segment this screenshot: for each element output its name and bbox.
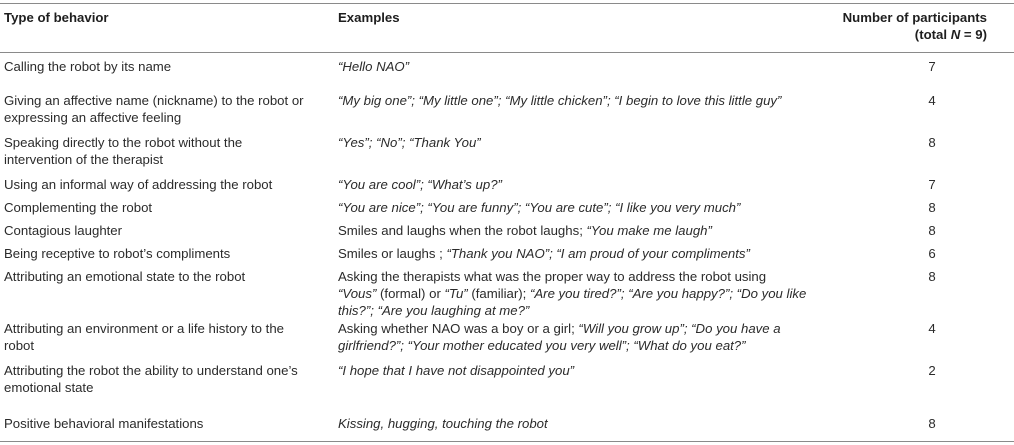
column-header-type: Type of behavior	[4, 10, 109, 25]
examples-line	[338, 321, 818, 338]
behavior-type-line: Giving an affective name (nickname) to the robot or	[4, 93, 304, 108]
behavior-type-line: Attributing an emotional state to the robot	[4, 269, 246, 284]
example-text: “You are cool”; “What’s up?”	[338, 177, 502, 192]
participant-count-cell: 7	[928, 59, 936, 74]
column-header-examples: Examples	[338, 10, 400, 25]
behavior-type-cell	[4, 135, 326, 169]
behavior-type-line: Positive behavioral manifestations	[4, 416, 204, 431]
examples-cell	[338, 200, 818, 217]
example-text: Asking whether NAO was a boy or a girl;	[338, 321, 579, 336]
header-rule	[0, 52, 1014, 53]
example-text: “Hello NAO”	[338, 59, 410, 74]
examples-cell	[338, 59, 818, 76]
behavior-type-line: emotional state	[4, 379, 94, 395]
table-top-rule	[0, 3, 1014, 4]
participant-count-cell: 4	[928, 321, 936, 336]
examples-line	[338, 246, 818, 263]
example-text: “Tu”	[444, 285, 468, 301]
example-text: “Yes”; “No”; “Thank You”	[338, 135, 481, 150]
example-text: “I hope that I have not disappointed you”	[338, 363, 575, 378]
behavior-type-line: Attributing an environment or a life history to the	[4, 321, 285, 336]
column-header-count-line2	[787, 26, 987, 43]
behavior-type-line: Using an informal way of addressing the robot	[4, 177, 273, 192]
examples-cell	[338, 246, 818, 263]
behavior-type-cell	[4, 363, 326, 397]
participant-count-cell: 8	[928, 135, 936, 150]
behavior-type-line: Complementing the robot	[4, 200, 153, 215]
examples-line	[338, 338, 818, 355]
examples-line	[338, 59, 818, 76]
examples-line	[338, 416, 818, 433]
examples-cell	[338, 135, 818, 152]
example-text: “Thank you NAO”; “I am proud of your compliments”	[446, 246, 750, 261]
examples-cell	[338, 93, 818, 110]
behavior-type-line: Attributing the robot the ability to understand one’s	[4, 363, 298, 378]
example-text: (formal) or	[376, 285, 445, 301]
examples-line	[338, 200, 818, 217]
behavior-type-line: robot	[4, 337, 35, 353]
example-text: this?”; “Are you laughing at me?”	[338, 302, 530, 318]
behavior-type-line: Being receptive to robot’s compliments	[4, 246, 231, 261]
behavior-type-cell	[4, 269, 326, 286]
participant-count-cell: 8	[928, 200, 936, 215]
examples-line	[338, 135, 818, 152]
example-text: Smiles and laughs when the robot laughs;	[338, 223, 587, 238]
examples-line	[338, 269, 818, 286]
participant-count-cell: 8	[928, 269, 936, 284]
column-header-count-line1: Number of participants	[842, 10, 987, 25]
example-text: “Vous”	[338, 285, 377, 301]
behavior-type-cell	[4, 59, 326, 76]
examples-line	[338, 223, 818, 240]
behavior-type-line: intervention of the therapist	[4, 151, 164, 167]
column-header-count	[787, 9, 987, 43]
examples-line	[338, 303, 818, 320]
participant-count-cell: 8	[928, 416, 936, 431]
behavior-type-cell	[4, 177, 326, 194]
examples-line	[338, 177, 818, 194]
behavior-type-line: Calling the robot by its name	[4, 59, 172, 74]
example-text: “You make me laugh”	[586, 223, 712, 238]
example-text: Smiles or laughs ;	[338, 246, 447, 261]
behavior-type-line: Contagious laughter	[4, 223, 123, 238]
examples-line	[338, 286, 818, 303]
example-text: “You are nice”; “You are funny”; “You are cute”; “I like you very much”	[338, 200, 741, 215]
example-text: Asking the therapists what was the proper way to address the robot using	[338, 269, 767, 284]
behavior-type-cell	[4, 246, 326, 263]
behavior-type-cell	[4, 223, 326, 240]
behavior-type-line: Speaking directly to the robot without the	[4, 135, 243, 150]
example-text: “Are you tired?”; “Are you happy?”; “Do you like	[529, 285, 807, 301]
participant-count-cell: 8	[928, 223, 936, 238]
behavior-type-line: expressing an affective feeling	[4, 109, 182, 125]
table-bottom-rule	[0, 441, 1014, 442]
participant-count-cell: 4	[928, 93, 936, 108]
count-total-prefix: (total	[914, 27, 951, 42]
participant-count-cell: 2	[928, 363, 936, 378]
example-text: (familiar);	[467, 285, 530, 301]
example-text: girlfriend?”; “Your mother educated you very well”; “What do you eat?”	[338, 337, 746, 353]
participant-count-cell: 6	[928, 246, 936, 261]
examples-cell	[338, 416, 818, 433]
example-text: “Will you grow up”; “Do you have a	[578, 321, 781, 336]
examples-cell	[338, 321, 818, 355]
examples-cell	[338, 363, 818, 380]
participant-count-cell: 7	[928, 177, 936, 192]
example-text: “My big one”; “My little one”; “My little chicken”; “I begin to love this little guy”	[338, 93, 782, 108]
behavior-type-cell	[4, 200, 326, 217]
behavior-type-cell	[4, 416, 326, 433]
examples-line	[338, 363, 818, 380]
examples-cell	[338, 223, 818, 240]
examples-line	[338, 93, 818, 110]
examples-cell	[338, 177, 818, 194]
behavior-type-cell	[4, 321, 326, 355]
examples-cell	[338, 269, 818, 319]
example-text: Kissing, hugging, touching the robot	[338, 416, 548, 431]
count-total-suffix: = 9)	[960, 27, 987, 42]
count-total-variable: N	[950, 27, 961, 42]
behavior-type-cell	[4, 93, 326, 127]
